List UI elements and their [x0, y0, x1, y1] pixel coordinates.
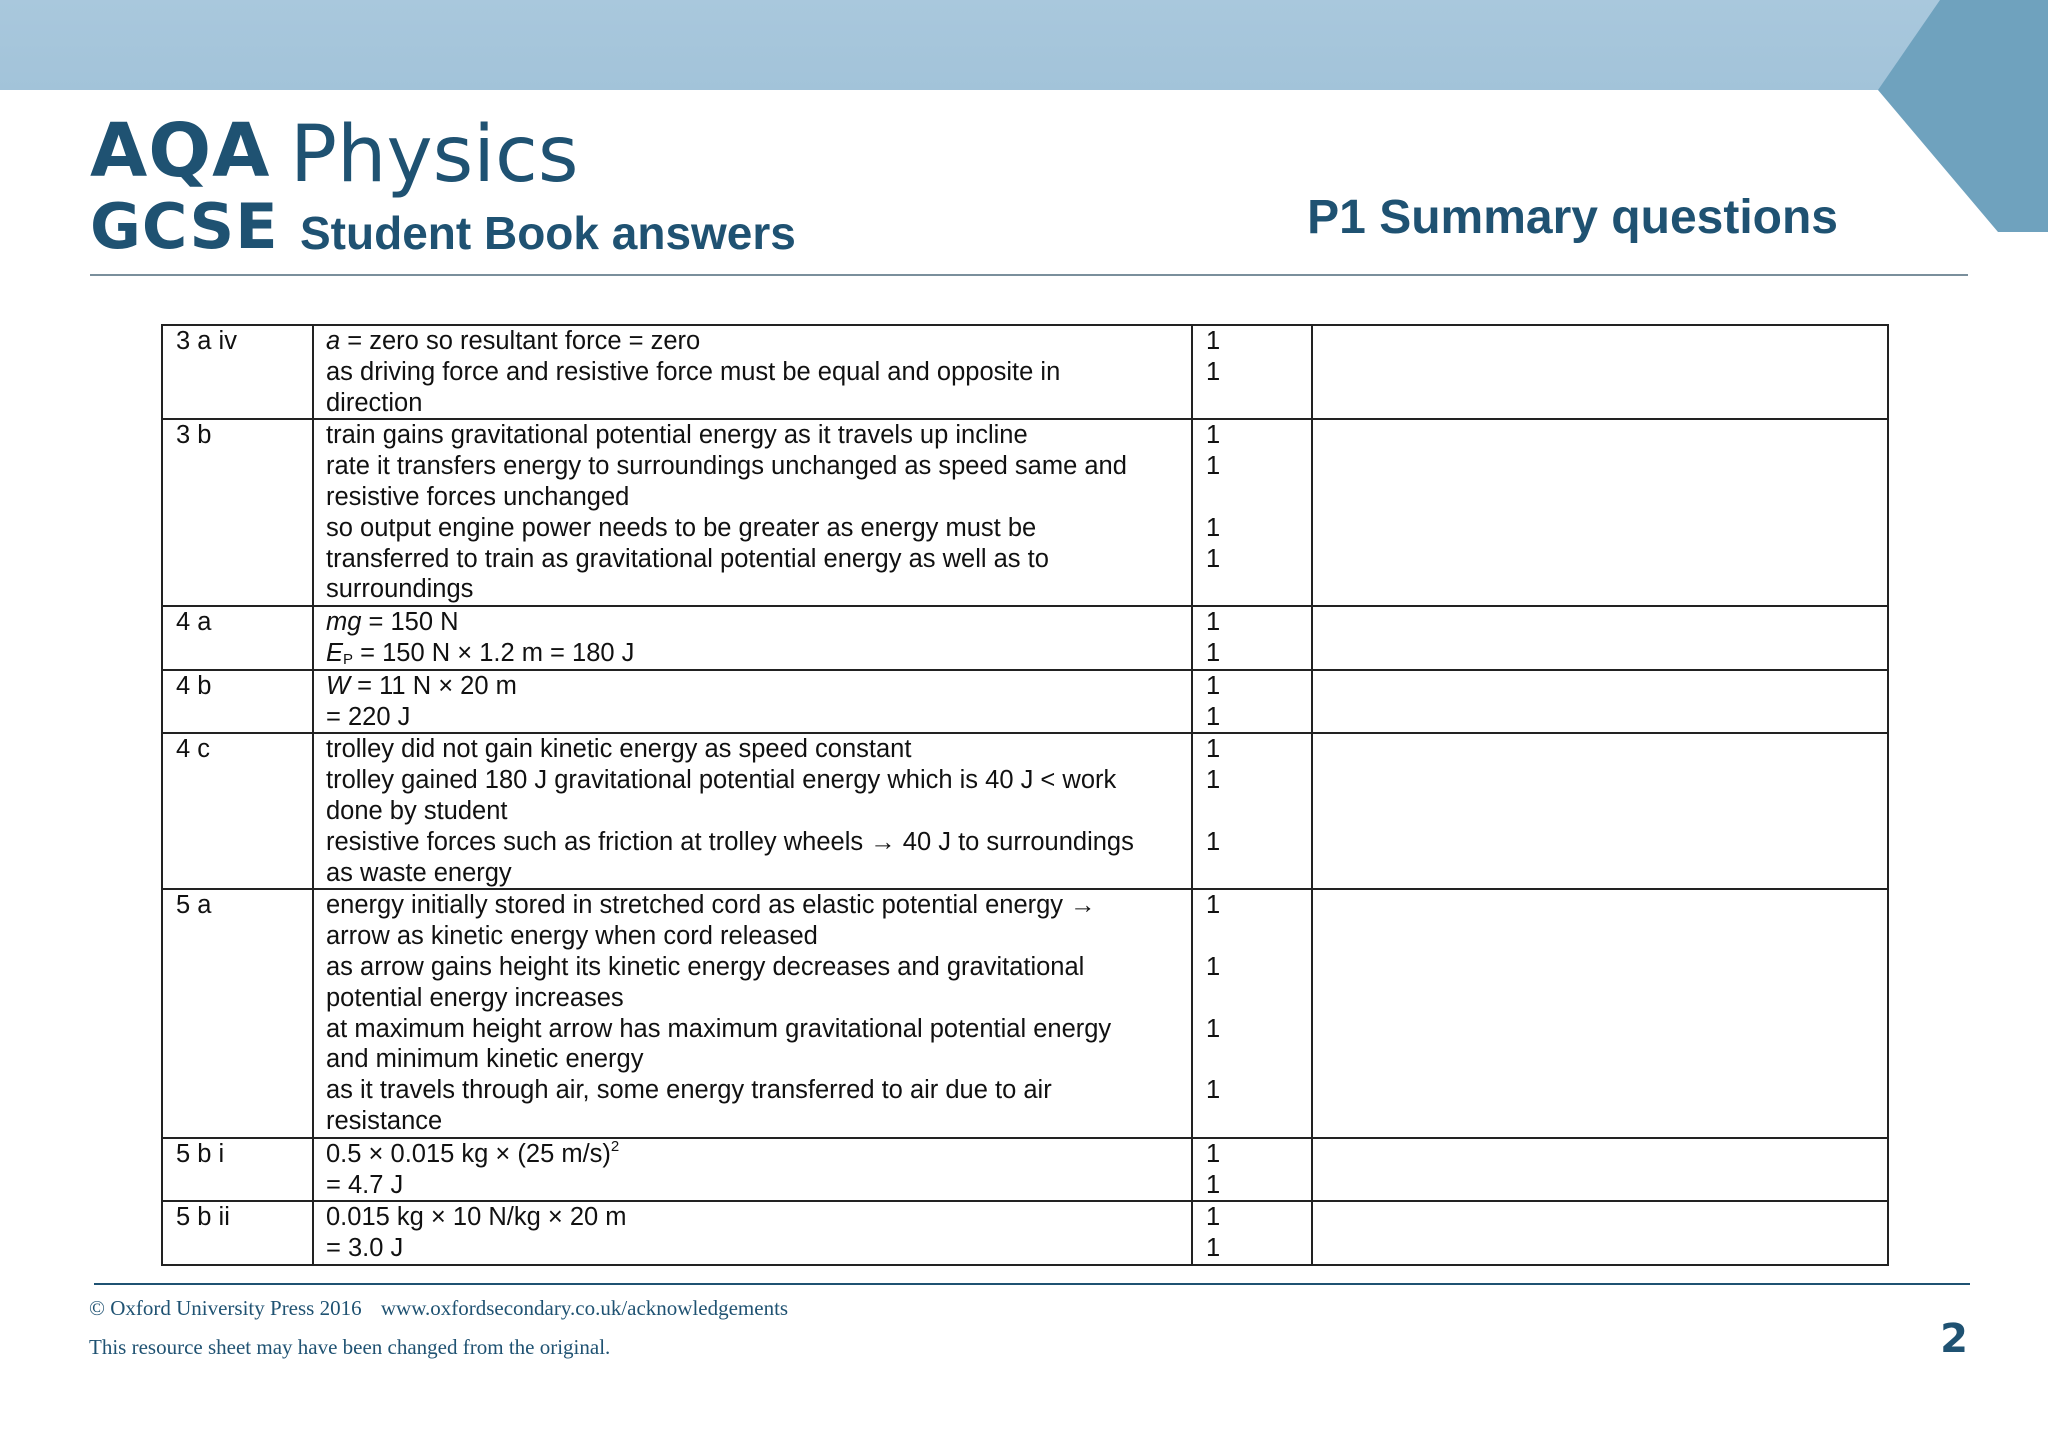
- mark-value: 1: [1206, 671, 1221, 700]
- answer-line: [326, 1202, 1183, 1233]
- answer-text: at maximum height arrow has maximum gravitational potential energy: [326, 1014, 1112, 1043]
- answer-text: mg: [326, 608, 362, 637]
- answer-line: [326, 482, 1183, 513]
- question-number-cell: 5 b ii: [162, 1201, 313, 1265]
- answer-line: [326, 1170, 1183, 1201]
- answer-text: arrow as kinetic energy when cord released: [326, 922, 818, 951]
- marks-cell: [1192, 733, 1312, 889]
- mark-value: 1: [1206, 952, 1221, 981]
- table-row: [162, 1201, 1888, 1265]
- answer-line: [326, 983, 1183, 1014]
- answer-text: E: [326, 638, 344, 667]
- mark-value: 1: [1206, 1170, 1221, 1199]
- answer-text: = 11 N × 20 m: [350, 671, 517, 700]
- answer-line: [326, 702, 1183, 733]
- question-number-cell: 4 c: [162, 733, 313, 889]
- mark-value: 1: [1206, 327, 1221, 355]
- answer-line: [326, 1233, 1183, 1264]
- marks-cell: [1192, 889, 1312, 1137]
- mark-value: 1: [1206, 452, 1221, 481]
- answer-line: [326, 734, 1183, 765]
- table-row: [162, 889, 1888, 1137]
- mark-value: 1: [1206, 702, 1221, 731]
- question-number-cell: 3 b: [162, 419, 313, 606]
- question-number-cell: 4 b: [162, 670, 313, 734]
- table-row: [162, 606, 1888, 670]
- answer-text: resistive forces unchanged: [326, 482, 630, 511]
- answer-cell: [313, 889, 1192, 1137]
- header-divider: [90, 274, 1968, 276]
- marks-cell: [1192, 419, 1312, 606]
- answer-text: and minimum kinetic energy: [326, 1045, 644, 1074]
- comments-cell: [1312, 1138, 1888, 1202]
- answer-text: so output engine power needs to be greater as energy must be: [326, 513, 1037, 542]
- comments-cell: [1312, 606, 1888, 670]
- answer-cell: [313, 733, 1192, 889]
- mark-value: 1: [1206, 827, 1221, 856]
- logo-subtitle: Student Book answers: [300, 207, 796, 259]
- disclaimer-text: This resource sheet may have been changed from the original.: [89, 1335, 611, 1359]
- answer-cell: [313, 670, 1192, 734]
- answer-line: [326, 638, 1183, 669]
- table-row: [162, 419, 1888, 606]
- answer-cell: [313, 1138, 1192, 1202]
- question-number-cell: 3 a iv: [162, 325, 313, 419]
- marks-cell: [1192, 1201, 1312, 1265]
- comments-cell: [1312, 670, 1888, 734]
- answers-table: [161, 324, 1889, 1266]
- answer-line: [326, 1044, 1183, 1075]
- answer-line: [326, 921, 1183, 952]
- answer-line: [326, 388, 1183, 419]
- answer-text: W: [326, 671, 351, 700]
- comments-cell: [1312, 325, 1888, 419]
- answer-text: as driving force and resistive force must be equal and opposite in: [326, 357, 1061, 386]
- comments-cell: [1312, 733, 1888, 889]
- answer-cell: [313, 419, 1192, 606]
- answer-text: transferred to train as gravitational potential energy as well as to: [326, 544, 1049, 573]
- answer-line: [326, 858, 1183, 889]
- answer-text: = 220 J: [326, 702, 411, 731]
- answer-text: = 150 N × 1.2 m = 180 J: [353, 638, 635, 667]
- logo-subject-text: Physics: [290, 110, 579, 200]
- answer-line: [326, 890, 1183, 921]
- answer-text: P: [343, 650, 354, 668]
- answer-line: [326, 607, 1183, 638]
- answer-line: [326, 357, 1183, 388]
- answer-text: surroundings: [326, 575, 474, 604]
- mark-spacer: [1206, 574, 1311, 605]
- answer-line: [326, 1139, 1183, 1170]
- answer-line: [326, 544, 1183, 575]
- answer-cell: [313, 325, 1192, 419]
- table-row: [162, 1138, 1888, 1202]
- mark-spacer: [1206, 921, 1311, 952]
- mark-value: 1: [1206, 608, 1221, 637]
- answer-line: [326, 827, 1183, 858]
- question-number-cell: 5 a: [162, 889, 313, 1137]
- answer-text: = 150 N: [361, 608, 459, 637]
- answer-text: trolley did not gain kinetic energy as speed constant: [326, 735, 912, 764]
- answer-line: [326, 765, 1183, 796]
- aqa-logo: [90, 108, 850, 263]
- answer-line: [326, 513, 1183, 544]
- table-row: [162, 733, 1888, 889]
- comments-cell: [1312, 1201, 1888, 1265]
- answer-text: train gains gravitational potential energy as it travels up incline: [326, 421, 1028, 450]
- mark-spacer: [1206, 1044, 1311, 1075]
- answer-line: [326, 420, 1183, 451]
- mark-value: 1: [1206, 891, 1221, 920]
- answer-text: resistance: [326, 1106, 443, 1135]
- mark-spacer: [1206, 482, 1311, 513]
- answer-text: potential energy increases: [326, 983, 624, 1012]
- answer-text: = 4.7 J: [326, 1170, 404, 1199]
- marks-cell: [1192, 606, 1312, 670]
- mark-value: 1: [1206, 1139, 1221, 1168]
- answer-line: [326, 952, 1183, 983]
- footer-credits: [89, 1296, 788, 1321]
- answer-line: [326, 326, 1183, 357]
- mark-spacer: [1206, 388, 1311, 419]
- mark-value: 1: [1206, 638, 1221, 667]
- answer-line: [326, 671, 1183, 702]
- page-title: P1 Summary questions: [1307, 191, 1838, 244]
- answer-text: energy initially stored in stretched cord as elastic potential energy →: [326, 891, 1096, 920]
- answer-line: [326, 1075, 1183, 1106]
- answer-line: [326, 574, 1183, 605]
- answer-text: a: [326, 327, 341, 355]
- mark-spacer: [1206, 1106, 1311, 1137]
- table-row: [162, 325, 1888, 419]
- marks-cell: [1192, 1138, 1312, 1202]
- answer-line: [326, 796, 1183, 827]
- answer-line: [326, 451, 1183, 482]
- logo-aqa-text: AQA: [90, 108, 271, 194]
- answer-text: rate it transfers energy to surroundings unchanged as speed same and: [326, 452, 1127, 481]
- mark-spacer: [1206, 858, 1311, 889]
- answer-text: trolley gained 180 J gravitational potential energy which is 40 J < work: [326, 766, 1117, 795]
- comments-cell: [1312, 419, 1888, 606]
- mark-value: 1: [1206, 735, 1221, 764]
- answer-line: [326, 1106, 1183, 1137]
- copyright-text: © Oxford University Press 2016: [89, 1296, 362, 1320]
- answer-text: 0.015 kg × 10 N/kg × 20 m: [326, 1203, 627, 1232]
- marks-cell: [1192, 325, 1312, 419]
- marks-cell: [1192, 670, 1312, 734]
- comments-cell: [1312, 889, 1888, 1137]
- answer-text: resistive forces such as friction at trolley wheels → 40 J to surroundings: [326, 827, 1134, 856]
- answers-table-body: [162, 325, 1888, 1265]
- mark-value: 1: [1206, 766, 1221, 795]
- answer-text: direction: [326, 388, 423, 417]
- mark-value: 1: [1206, 1076, 1221, 1105]
- mark-value: 1: [1206, 1014, 1221, 1043]
- mark-value: 1: [1206, 1234, 1221, 1263]
- question-number-cell: 5 b i: [162, 1138, 313, 1202]
- answer-text: = zero so resultant force = zero: [340, 327, 701, 355]
- mark-value: 1: [1206, 544, 1221, 573]
- table-row: [162, 670, 1888, 734]
- top-banner: [0, 0, 2048, 90]
- answer-text: as it travels through air, some energy transferred to air due to air: [326, 1076, 1052, 1105]
- mark-value: 1: [1206, 421, 1221, 450]
- mark-value: 1: [1206, 1203, 1221, 1232]
- acknowledgements-link[interactable]: www.oxfordsecondary.co.uk/acknowledgements: [380, 1296, 789, 1320]
- answer-text: = 3.0 J: [326, 1234, 404, 1263]
- mark-value: 1: [1206, 513, 1221, 542]
- logo-gcse-text: GCSE: [90, 190, 279, 263]
- question-number-cell: 4 a: [162, 606, 313, 670]
- answer-cell: [313, 606, 1192, 670]
- answer-text: as waste energy: [326, 858, 512, 887]
- mark-spacer: [1206, 796, 1311, 827]
- answer-text: 2: [610, 1137, 620, 1155]
- page-number: 2: [1940, 1316, 1968, 1362]
- answer-cell: [313, 1201, 1192, 1265]
- answer-text: done by student: [326, 796, 508, 825]
- answer-line: [326, 1014, 1183, 1045]
- mark-spacer: [1206, 983, 1311, 1014]
- footer-divider: [94, 1283, 1970, 1285]
- mark-value: 1: [1206, 357, 1221, 386]
- answer-text: 0.5 × 0.015 kg × (25 m/s): [326, 1139, 611, 1168]
- answer-text: as arrow gains height its kinetic energy decreases and gravitational: [326, 952, 1085, 981]
